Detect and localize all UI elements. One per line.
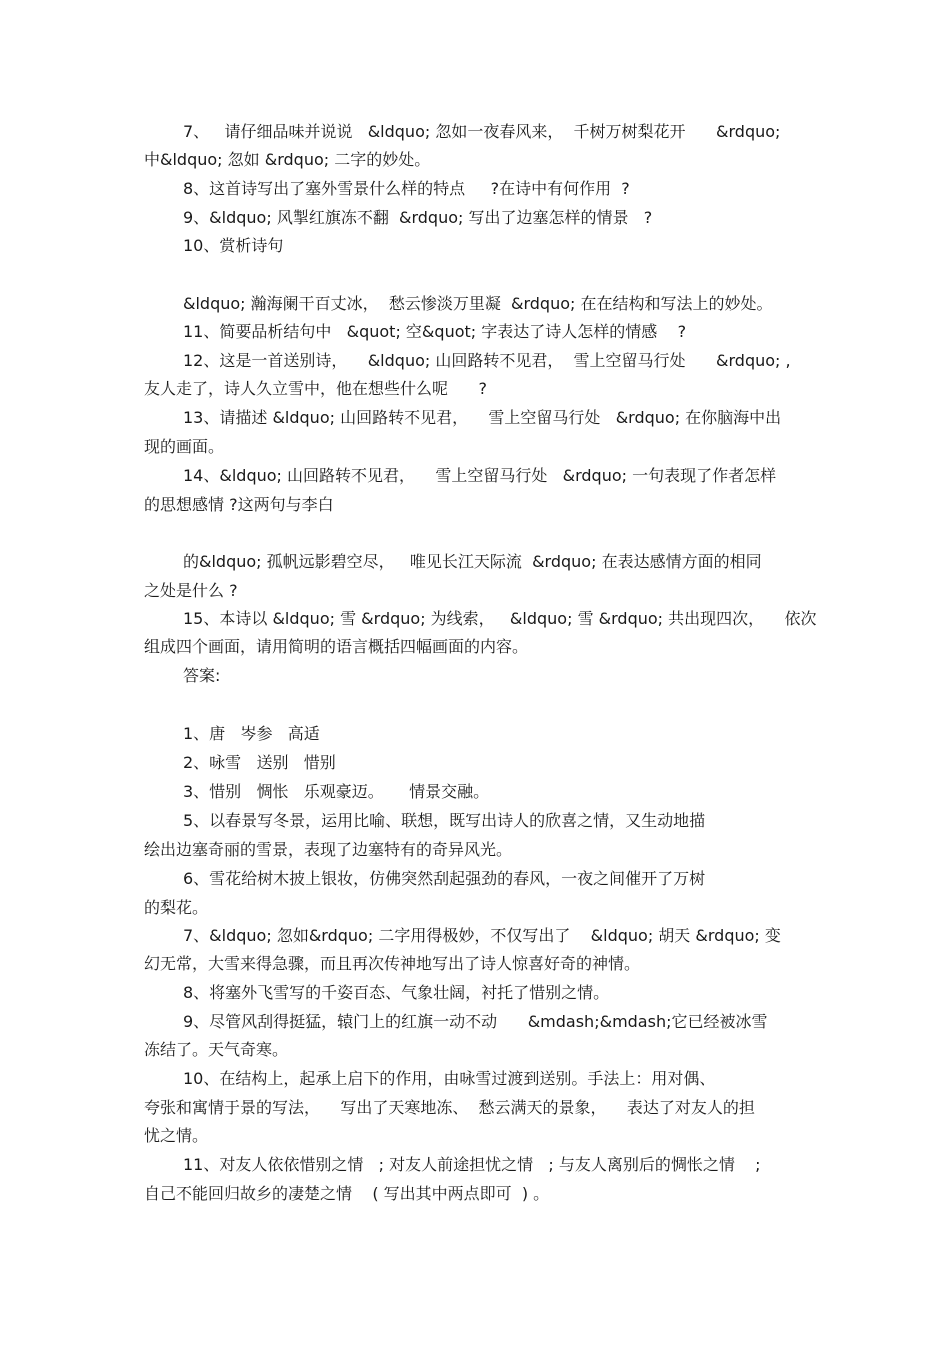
answer-5-line-2: 绘出边塞奇丽的雪景，表现了边塞特有的奇异风光。 — [144, 840, 513, 859]
question-11: 11、简要品析结句中 &quot; 空&quot; 字表达了诗人怎样的情感 ? — [183, 322, 687, 341]
question-15-line-2: 组成四个画面，请用简明的语言概括四幅画面的内容。 — [144, 637, 529, 656]
answer-11-line-1: 11、对友人依依惜别之情 ; 对友人前途担忧之情 ; 与友人离别后的惆怅之情 ; — [183, 1155, 761, 1174]
question-7-line-1: 7、 请仔细品味并说说 &ldquo; 忽如一夜春风来， 千树万树梨花开 &rdquo; — [183, 122, 781, 141]
question-12-line-2: 友人走了，诗人久立雪中，他在想些什么呢 ? — [144, 379, 488, 398]
question-14-line-3: 的&ldquo; 孤帆远影碧空尽， 唯见长江天际流 &rdquo; 在表达感情方面的相同 — [183, 552, 762, 571]
question-13-line-1: 13、请描述 &ldquo; 山回路转不见君， 雪上空留马行处 &rdquo; 在你脑海中出 — [183, 408, 782, 427]
answer-5-line-1: 5、以春景写冬景，运用比喻、联想，既写出诗人的欣喜之情，又生动地描 — [183, 811, 706, 830]
answer-10-line-3: 忧之情。 — [144, 1126, 209, 1145]
answer-7-line-1: 7、&ldquo; 忽如&rdquo; 二字用得极妙，不仅写出了 &ldquo; 胡天 &rdquo; 变 — [183, 926, 781, 945]
answer-10-line-2: 夸张和寓情于景的写法， 写出了天寒地冻、 愁云满天的景象， 表达了对友人的担 — [144, 1098, 755, 1117]
answers-heading: 答案: — [183, 666, 221, 685]
question-12-line-1: 12、这是一首送别诗， &ldquo; 山回路转不见君， 雪上空留马行处 &rdquo; , — [183, 351, 791, 370]
answer-7-line-2: 幻无常，大雪来得急骤，而且再次传神地写出了诗人惊喜好奇的神情。 — [144, 954, 641, 973]
answer-11-line-2: 自己不能回归故乡的凄楚之情 ( 写出其中两点即可 ) 。 — [144, 1184, 550, 1203]
question-7-line-2: 中&ldquo; 忽如 &rdquo; 二字的妙处。 — [144, 150, 431, 169]
answer-1: 1、唐 岑参 高适 — [183, 724, 320, 743]
answer-8: 8、将塞外飞雪写的千姿百态、气象壮阔，衬托了惜别之情。 — [183, 983, 610, 1002]
answer-6-line-1: 6、雪花给树木披上银妆，仿佛突然刮起强劲的春风，一夜之间催开了万树 — [183, 869, 706, 888]
answer-9-line-1: 9、尽管风刮得挺猛，辕门上的红旗一动不动 &mdash;&mdash;它已经被冰雪 — [183, 1012, 768, 1031]
question-10-line-1: 10、赏析诗句 — [183, 236, 284, 255]
question-14-line-2: 的思想感情 ?这两句与李白 — [144, 495, 334, 514]
question-14-line-4: 之处是什么 ? — [144, 581, 238, 600]
answer-9-line-2: 冻结了。天气奇寒。 — [144, 1040, 289, 1059]
answer-6-line-2: 的梨花。 — [144, 898, 209, 917]
question-13-line-2: 现的画面。 — [144, 437, 225, 456]
question-10-line-2: &ldquo; 瀚海阑干百丈冰， 愁云惨淡万里凝 &rdquo; 在在结构和写法上的妙处。 — [183, 294, 773, 313]
question-14-line-1: 14、&ldquo; 山回路转不见君， 雪上空留马行处 &rdquo; 一句表现了作者怎样 — [183, 466, 777, 485]
question-8: 8、这首诗写出了塞外雪景什么样的特点 ?在诗中有何作用 ? — [183, 179, 630, 198]
question-9: 9、&ldquo; 风掣红旗冻不翻 &rdquo; 写出了边塞怎样的情景 ? — [183, 208, 653, 227]
answer-10-line-1: 10、在结构上，起承上启下的作用，由咏雪过渡到送别。手法上：用对偶、 — [183, 1069, 716, 1088]
answer-2: 2、咏雪 送别 惜别 — [183, 753, 336, 772]
answer-3: 3、惜别 惆怅 乐观豪迈。 情景交融。 — [183, 782, 490, 801]
question-15-line-1: 15、本诗以 &ldquo; 雪 &rdquo; 为线索， &ldquo; 雪 &rdquo; 共出现四次， 依次 — [183, 609, 817, 628]
